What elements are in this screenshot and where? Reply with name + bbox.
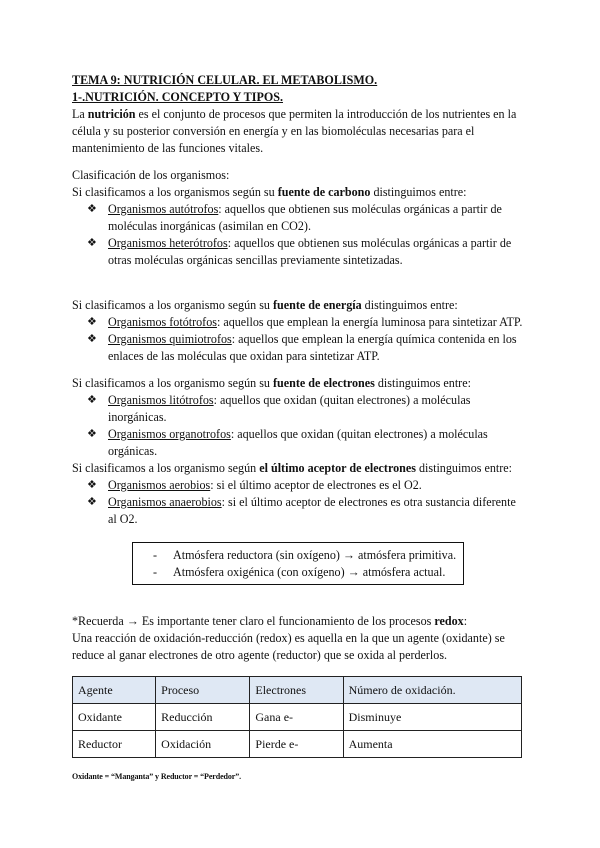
redox-definition: Una reacción de oxidación-reducción (redox) es aquella en la que un agente (oxidante) se reduce al ganar electrones de otro agente (reductor) que se oxida al perderlos.: [72, 631, 505, 662]
list-item: [72, 392, 524, 426]
list-acceptor: [72, 477, 524, 528]
definition: : aquellos que oxidan (quitan electrones) a moléculas orgánicas.: [108, 427, 488, 458]
group-bold: fuente de carbono: [277, 185, 371, 199]
list-item: [72, 426, 524, 460]
group-bold: fuente de electrones: [272, 376, 375, 390]
box-line-text: Atmósfera oxigénica (con oxígeno) → atmósfera actual.: [173, 565, 446, 579]
recuerda-line: [72, 613, 524, 630]
recuerda-pre: *Recuerda → Es importante tener claro el funcionamiento de los procesos: [72, 614, 435, 628]
table-cell: Reductor: [73, 731, 156, 758]
section-heading: 1-.NUTRICIÓN. CONCEPTO Y TIPOS.: [72, 90, 283, 104]
group-intro-acceptor: [72, 460, 524, 477]
group-pre: Si clasificamos a los organismo según: [72, 461, 260, 475]
term: Organismos fotótrofos: [108, 315, 217, 329]
diamond-bullet-icon: ❖: [87, 237, 97, 249]
dash-marker: -: [153, 548, 158, 562]
definition: : aquellos que emplean la energía luminosa para sintetizar ATP.: [216, 315, 523, 329]
term: Organismos organotrofos: [108, 427, 231, 441]
group-pre: Si clasificamos a los organismos según su: [72, 185, 278, 199]
page-title: TEMA 9: NUTRICIÓN CELULAR. EL METABOLISMO.: [72, 73, 378, 87]
table-header-cell: Número de oxidación.: [343, 677, 521, 704]
table-cell: Disminuye: [343, 704, 521, 731]
term: Organismos anaerobios: [108, 495, 222, 509]
list-carbon: [72, 201, 524, 269]
box-line-text: Atmósfera reductora (sin oxígeno) → atmósfera primitiva.: [173, 548, 457, 562]
diamond-bullet-icon: ❖: [87, 428, 97, 440]
diamond-bullet-icon: ❖: [87, 203, 97, 215]
table-header-row: [73, 677, 522, 704]
definition: : aquellos que obtienen sus moléculas orgánicas a partir de moléculas inorgánicas (asimilan en CO2).: [108, 202, 502, 233]
term: Organismos quimiotrofos: [108, 332, 232, 346]
term: Organismos autótrofos: [108, 202, 219, 216]
diamond-bullet-icon: ❖: [87, 394, 97, 406]
term: Organismos heterótrofos: [108, 236, 228, 250]
table-header-cell: Electrones: [250, 677, 343, 704]
definition: : aquellos que oxidan (quitan electrones) a moléculas inorgánicas.: [108, 393, 471, 424]
table-cell: Pierde e-: [250, 731, 343, 758]
group-post: distinguimos entre:: [415, 461, 513, 475]
list-item: [72, 331, 524, 365]
diamond-bullet-icon: ❖: [87, 333, 97, 345]
group-intro-carbon: [72, 184, 524, 201]
group-pre: Si clasificamos a los organismo según su: [72, 376, 273, 390]
box-line: [133, 564, 463, 581]
intro-bold-term: nutrición: [87, 107, 136, 121]
list-item: [72, 235, 524, 269]
group-intro-energy: [72, 297, 524, 314]
group-bold: el último aceptor de electrones: [259, 461, 416, 475]
table-header-cell: Agente: [73, 677, 156, 704]
group-bold: fuente de energía: [272, 298, 362, 312]
definition: : aquellos que emplean la energía química contenida en los enlaces de las moléculas que oxidan para sintetizar ATP.: [108, 332, 517, 363]
intro-post: es el conjunto de procesos que permiten la introducción de los nutrientes en la célula y su posterior conversión en energía y en las biomoléculas necesarias para el mantenimiento de las funciones vitales.: [72, 107, 517, 155]
intro-paragraph: [72, 106, 524, 157]
table-cell: Aumenta: [343, 731, 521, 758]
list-item: [72, 477, 524, 494]
table-cell: Reducción: [156, 704, 250, 731]
group-pre: Si clasificamos a los organismo según su: [72, 298, 273, 312]
diamond-bullet-icon: ❖: [87, 316, 97, 328]
table-row: [73, 704, 522, 731]
group-post: distinguimos entre:: [361, 298, 458, 312]
list-item: [72, 494, 524, 528]
diamond-bullet-icon: ❖: [87, 479, 97, 491]
definition: : si el último aceptor de electrones es otra sustancia diferente al O2.: [108, 495, 516, 526]
document-body: [72, 72, 524, 785]
intro-pre: La: [72, 107, 88, 121]
table-cell: Oxidante: [73, 704, 156, 731]
diamond-bullet-icon: ❖: [87, 496, 97, 508]
table-header-cell: Proceso: [156, 677, 250, 704]
definition: : aquellos que obtienen sus moléculas orgánicas a partir de otras moléculas orgánicas sencillas previamente sintetizadas.: [108, 236, 512, 267]
definition: : si el último aceptor de electrones es el O2.: [210, 478, 422, 492]
classification-heading: Clasificación de los organismos:: [72, 168, 230, 182]
group-intro-electrons: [72, 375, 524, 392]
atmosphere-box: [132, 542, 464, 585]
redox-table: [72, 676, 522, 758]
term: Organismos aerobios: [108, 478, 211, 492]
box-line: [133, 547, 463, 564]
table-cell: Oxidación: [156, 731, 250, 758]
dash-marker: -: [153, 565, 158, 579]
recuerda-post: :: [463, 614, 468, 628]
table-row: [73, 731, 522, 758]
term: Organismos litótrofos: [108, 393, 214, 407]
group-post: distinguimos entre:: [374, 376, 471, 390]
list-energy: [72, 314, 524, 365]
recuerda-bold: redox: [434, 614, 464, 628]
table-cell: Gana e-: [250, 704, 343, 731]
list-item: [72, 314, 524, 331]
group-post: distinguimos entre:: [370, 185, 467, 199]
footnote: Oxidante = “Manganta” y Reductor = “Perdedor”.: [72, 772, 242, 781]
list-electrons: [72, 392, 524, 460]
list-item: [72, 201, 524, 235]
